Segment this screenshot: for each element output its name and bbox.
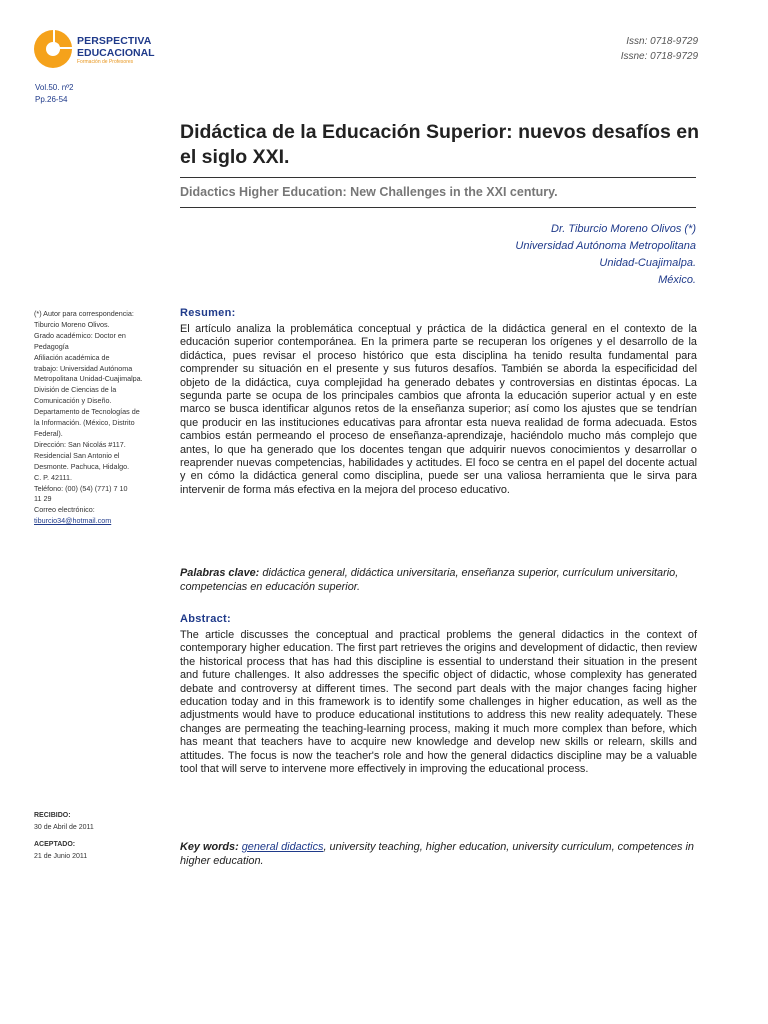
- sidebar-line: Tiburcio Moreno Olivos.: [34, 319, 110, 329]
- sidebar-line: Federal).: [34, 428, 63, 438]
- subtitle-divider: [180, 207, 696, 208]
- correspondence-sidebar: [34, 309, 174, 527]
- author-country: México.: [658, 274, 696, 286]
- sidebar-line: (*) Autor para correspondencia:: [34, 309, 134, 318]
- article-title: Didáctica de la Educación Superior: nuevos desafíos en el siglo XXI.: [180, 121, 700, 168]
- issn-block: [621, 34, 698, 64]
- logo-tagline: Formación de Profesores: [77, 59, 134, 65]
- received-date: 30 de Abril de 2011: [34, 823, 94, 831]
- author-unit: Unidad-Cuajimalpa.: [599, 257, 696, 269]
- keywords-es: didáctica general, didáctica universitaria, enseñanza superior, currículum universitario, competencias en educación superior.: [180, 567, 679, 593]
- keywords-label-en: Key words:: [180, 841, 239, 853]
- sidebar-line: 11 29: [34, 494, 52, 504]
- abstract-text: The article discusses the conceptual and practical problems the general didactics in the context of contemporary higher education. The first part retrieves the origins and development of didactic, then review the historical process that has had this discipline is essential to understand their situation in the present and future challenges. It also addresses the specific object of didactic, whose complexity has generated debate and controversy at different times. The second part deals with the major changes facing higher education today and in this framework is to identify some challenges in higher education, as well as the adjustments would have to produce educational institutions to address this new reality adequately. These changes are permeating the teaching-learning process, making it much more complex than before, which has meant that teachers have to acquire new knowledge and develop new skills or relearn, skills and attitudes. The focus is now the teacher's role and how the general didactics discipline may be a valuable tool that will serve to intervene more effectively in improving the educational process.: [180, 629, 697, 776]
- logo-mark-icon: [33, 28, 73, 70]
- sidebar-line: División de Ciencias de la: [34, 385, 117, 395]
- resumen-heading: Resumen:: [180, 307, 236, 319]
- journal-logo: [33, 28, 173, 73]
- author-email-link[interactable]: tiburcio34@hotmail.com: [34, 516, 112, 526]
- keywords-label-es: Palabras clave:: [180, 567, 260, 579]
- sidebar-line: Desmonte. Pachuca, Hidalgo.: [34, 461, 130, 471]
- author-institution: Universidad Autónoma Metropolitana: [515, 240, 696, 252]
- article-subtitle: Didactics Higher Education: New Challenges in the XXI century.: [180, 185, 558, 199]
- sidebar-line: la Información. (México, Distrito: [34, 418, 135, 428]
- author-name: Dr. Tiburcio Moreno Olivos (*): [551, 223, 696, 235]
- page-range: Pp.26-54: [35, 95, 68, 104]
- abstract-heading: Abstract:: [180, 613, 231, 625]
- sidebar-line: Residencial San Antonio el: [34, 450, 120, 460]
- accepted-date: 21 de Junio 2011: [34, 852, 88, 860]
- sidebar-line: trabajo: Universidad Autónoma: [34, 363, 133, 373]
- author-block: [515, 221, 696, 289]
- issn-print: Issn: 0718-9729: [626, 36, 698, 47]
- sidebar-line: Metropolitana Unidad-Cuajimalpa.: [34, 374, 143, 384]
- issn-electronic: Issne: 0718-9729: [620, 51, 698, 62]
- sidebar-line: C. P. 42111.: [34, 472, 72, 482]
- sidebar-line: Grado académico: Doctor en: [34, 330, 126, 340]
- logo-text-line2: EDUCACIONAL: [77, 47, 155, 59]
- sidebar-line: Comunicación y Diseño.: [34, 396, 112, 406]
- keyword-link-general-didactics[interactable]: general didactics: [241, 841, 324, 853]
- dates-block: [34, 810, 174, 862]
- received-label: RECIBIDO:: [34, 812, 71, 819]
- accepted-label: ACEPTADO:: [34, 841, 76, 848]
- volume-info: [35, 82, 74, 106]
- title-divider: [180, 177, 696, 178]
- logo-text-line1: PERSPECTIVA: [77, 35, 152, 47]
- abstract-keywords: [180, 840, 697, 868]
- sidebar-line: Afiliación académica de: [34, 352, 110, 362]
- resumen-text: El artículo analiza la problemática conceptual y práctica de la didáctica general en el contexto de la educación superior contemporánea. En la primera parte se recuperan los orígenes y el desarrollo de la didáctica, pues revisar el proceso histórico que esta disciplina ha tenido resulta fundamental para comprender su situación en el presente y sus futuros desafíos. También se aborda la especificidad del objeto de la didáctica, cuya complejidad ha generado debates y controversias en distintas épocas. La segunda parte se ocupa de los principales cambios que afronta la educación superior actual y en este marco se busca identificar algunos retos de la enseñanza superior; así como los ajustes que se tendrían que producir en las instituciones educativas para afrontar esta nueva realidad de forma adecuada. Estos cambios están permeando el proceso de enseñanza-aprendizaje, haciéndolo mucho más complejo que antes, lo que ha generado que los docentes tengan que adquirir nuevos conocimientos y desarrollar o reaprender nuevas competencias, habilidades y actitudes. El foco se centra en el papel del docente actual y en cómo la didáctica general como disciplina, puede ser una valiosa herramienta que le sirva para intervenir de forma más efectiva en la mejora del proceso educativo.: [180, 323, 697, 496]
- resumen-keywords: [180, 566, 697, 594]
- sidebar-line: Correo electrónico:: [34, 505, 95, 515]
- volume-number: Vol.50. nº2: [35, 83, 74, 92]
- sidebar-line: Teléfono: (00) (54) (771) 7 10: [34, 483, 128, 493]
- sidebar-line: Dirección: San Nicolás #117.: [34, 439, 126, 449]
- sidebar-line: Pedagogía: [34, 341, 69, 351]
- keywords-en: , university teaching, higher education, university curriculum, competences in higher education.: [180, 841, 694, 867]
- sidebar-line: Departamento de Tecnologías de: [34, 407, 140, 417]
